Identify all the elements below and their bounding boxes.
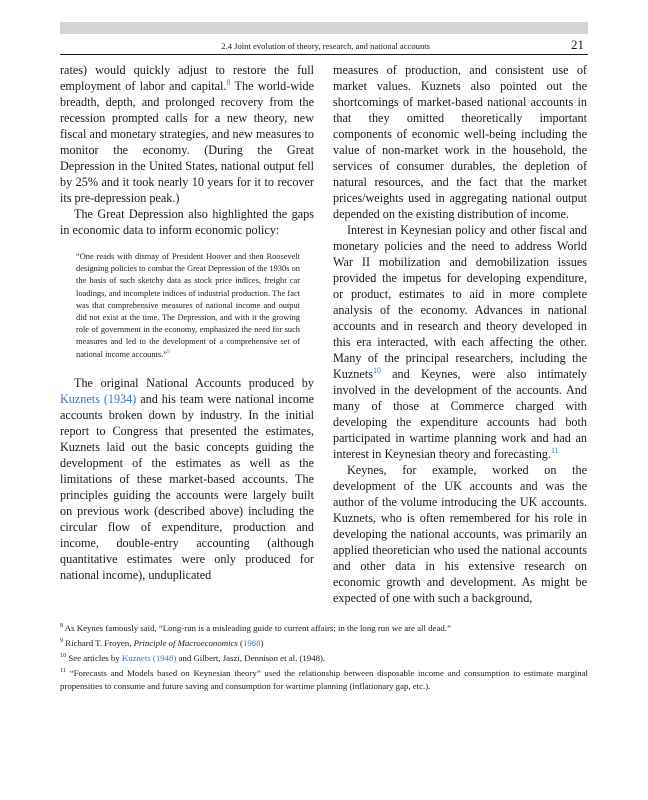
footnote-11: $^{11}$ “Forecasts and Models based on Keynesian theory” used the relationship between disposable income and consumption to estimate marginal propensities to consume and future saving and consumption for wartime planning (inflationary gap, etc.). <box>60 667 589 691</box>
paragraph: Keynes, for example, worked on the development of the UK accounts and was the author of the volume introducing the UK accounts. Kuznets, who is often remembered for his role in developing the national accounts, was primarily an applied theoretician who used the national accounts and other data in his extensive research on economic growth and development. As might be expected of one with such a background, <box>333 463 587 605</box>
paragraph: The original National Accounts produced by Kuznets (1934) and his team were national income accounts broken down by industry. In the initial report to Congress that presented the estimates, Kuznets laid out the basic concepts guiding the development of the estimates as well as the limitations of these market-based accounts. The principles guiding the accounts were largely built on previous work (described above) including the circular flow of expenditure, production and income, double-entry accounting (although quantitative estimates were only produced for national income), unduplicated <box>60 375 314 582</box>
footnote-8: $^8$ As Keynes famously said, “Long-run is a misleading guide to current affairs; in the long run we are all dead.” <box>60 623 451 633</box>
page-header <box>60 37 588 55</box>
footnote-ref-8[interactable]: 8 <box>226 77 231 87</box>
page-number: 21 <box>571 37 584 52</box>
running-head: 2.4 Joint evolution of theory, research, and national accounts <box>221 41 430 51</box>
footnote-ref-9[interactable]: 9 <box>166 348 170 355</box>
citation-link[interactable]: Kuznets (1934) <box>60 391 137 406</box>
left-column <box>60 62 314 583</box>
paragraph: The Great Depression also highlighted the gaps in economic data to inform economic policy: <box>60 207 314 237</box>
paragraph: rates) would quickly adjust to restore the full employment of labor and capital.$^8$ The world-wide breadth, depth, and prolonged recovery from the recession prompted calls for a new theory, new fiscal and monetary strategies, and new measures to monitor the economy. (During the Great Depression in the United States, national output fell by 25% and it took nearly 10 years for it to recover its pre-depression peak.) <box>60 63 314 205</box>
paragraph: measures of production, and consistent use of market values. Kuznets also pointed out the shortcomings of market-based national accounts in that they omitted theoretically important components of economic well-being including the value of non-market work in the household, the services of consumer durables, the depletion of natural resources, and the fact that the market prices/weights used in aggregating national output depended on the existing distribution of income. <box>333 63 587 221</box>
footnote-10: $^{10}$ See articles by Kuznets (1948) and Gilbert, Jaszi, Dennison et al. (1948). <box>60 652 326 663</box>
block-quote: “One reads with dismay of President Hoover and then Roosevelt designing policies to combat the Great Depression of the 1930s on the basis of such sketchy data as stock price indices, freight car loadings, and incomplete indices of industrial production. The fact was that comprehensive measures of national income and output did not exist at the time. The Depression, and with it the growing role of government in the economy, emphasized the need for such measures and led to the development of a comprehensive set of national income accounts.”$^9$ <box>76 252 300 359</box>
citation-link[interactable]: Kuznets (1948) <box>121 652 177 663</box>
footnotes <box>60 622 588 695</box>
footnote-ref-11[interactable]: 11 <box>550 445 559 455</box>
right-column <box>333 62 587 606</box>
paragraph: Interest in Keynesian policy and other fiscal and monetary policies and the need to address World War II mobilization and demobilization issues provided the impetus for developing expenditure, or product, estimates to aid in more complete analysis of the economy. Advances in national accounts and in research and theory developed in this era interacted, with each affecting the other. Many of the principal researchers, including the Kuznets$^{10}$ and Keynes, were also intimately involved in the development of the accounts. And many of those at Commerce charged with developing the expenditure accounts had both participated in wartime planning work and had an interest in Keynesian theory and forecasting.$^{11}$ <box>333 223 587 461</box>
footnote-ref-10[interactable]: 10 <box>372 365 381 375</box>
top-gray-bar <box>60 22 588 34</box>
citation-link[interactable]: 1988 <box>242 637 261 648</box>
footnote-9: $^9$ Richard T. Froyen, Principle of Macroeconomics (1988) <box>60 637 264 648</box>
